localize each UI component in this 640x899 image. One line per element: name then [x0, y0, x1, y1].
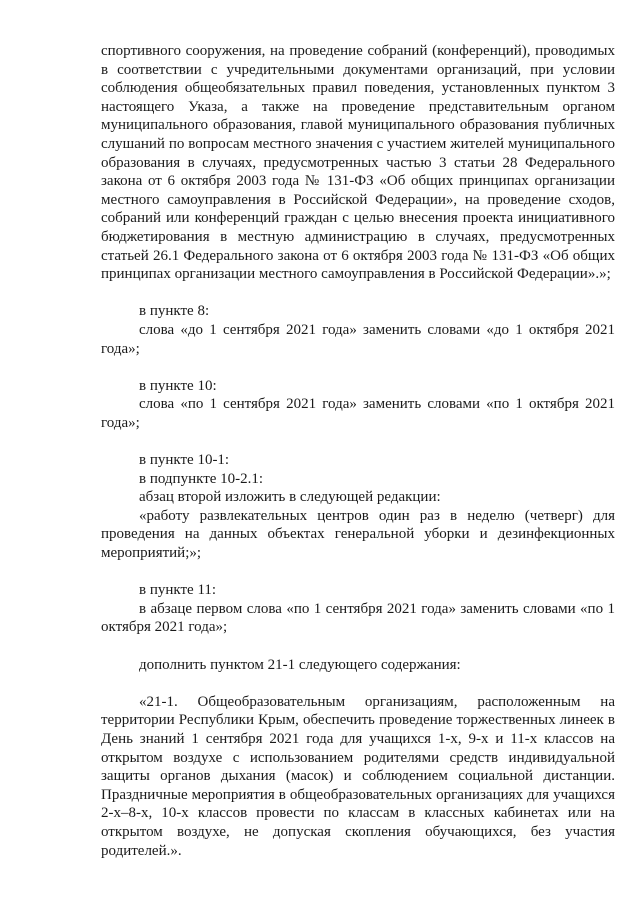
paragraph-point-11-change: в абзаце первом слова «по 1 сентября 2021 года» заменить словами «по 1 октября 2021 года»; — [101, 600, 615, 636]
paragraph-gap — [101, 674, 615, 693]
paragraph-second-abzac: абзац второй изложить в следующей редакции: — [139, 489, 441, 506]
paragraph-point-8-change: слова «до 1 сентября 2021 года» заменить словами «до 1 октября 2021 года»; — [101, 321, 615, 357]
paragraph-gap — [101, 284, 615, 303]
paragraph-point-10-1: в пункте 10-1: — [139, 452, 230, 469]
paragraph-gap — [101, 358, 615, 377]
paragraph-gap — [101, 432, 615, 451]
paragraph-point-10: в пункте 10: — [139, 377, 217, 394]
paragraph-point-8: в пункте 8: — [139, 303, 210, 320]
paragraph-point-21-1-text: «21-1. Общеобразовательным организациям, расположенным на территории Республики Крым, обеспечить проведение торжественных линеек в День знаний 1 сентября 2021 года для учащихся 1-х, 9-х и 11-х классов на открытом воздухе с использованием родителями средств индивидуальной защиты органов дыхания (масок) и соблюдением социальной дистанции. Праздничные мероприятия в общеобразовательных организациях для учащихся 2-х–8-х, 10-х классов провести по классам в классных кабинетах или на открытом воздухе, не допуская скопления обучающихся, без участия родителей.». — [101, 693, 615, 859]
document-page — [101, 42, 615, 860]
paragraph-add-point-21-1: дополнить пунктом 21-1 следующего содержания: — [139, 656, 461, 673]
paragraph-gap — [101, 563, 615, 582]
paragraph-subpoint-10-2-1: в подпункте 10-2.1: — [139, 470, 264, 487]
paragraph-gap — [101, 637, 615, 656]
paragraph-point-11: в пункте 11: — [139, 582, 217, 599]
paragraph-intro: спортивного сооружения, на проведение собраний (конференций), проводимых в соответствии с учредительными документами организаций, при условии соблюдения общеобязательных правил поведения, установленных пунктом 3 настоящего Указа, а также на проведение представительным органом муниципального образования, главой муниципального образования публичных слушаний по вопросам местного значения с участием жителей муниципального образования в случаях, предусмотренных частью 3 статьи 28 Федерального закона от 6 октября 2003 года № 131-ФЗ «Об общих принципах организации местного самоуправления в Российской Федерации», на проведение сходов, собраний или конференций граждан с целью внесения проекта инициативного бюджетирования в местную администрацию в случаях, предусмотренных статьей 26.1 Федерального закона от 6 октября 2003 года № 131-ФЗ «Об общих принципах организации местного самоуправления в Российской Федерации».»; — [101, 43, 615, 283]
paragraph-entertainment-centers: «работу развлекательных центров один раз в неделю (четверг) для проведения на данных объектах генеральной уборки и дезинфекционных мероприятий;»; — [101, 507, 615, 562]
paragraph-point-10-change: слова «по 1 сентября 2021 года» заменить словами «по 1 октября 2021 года»; — [101, 396, 615, 431]
